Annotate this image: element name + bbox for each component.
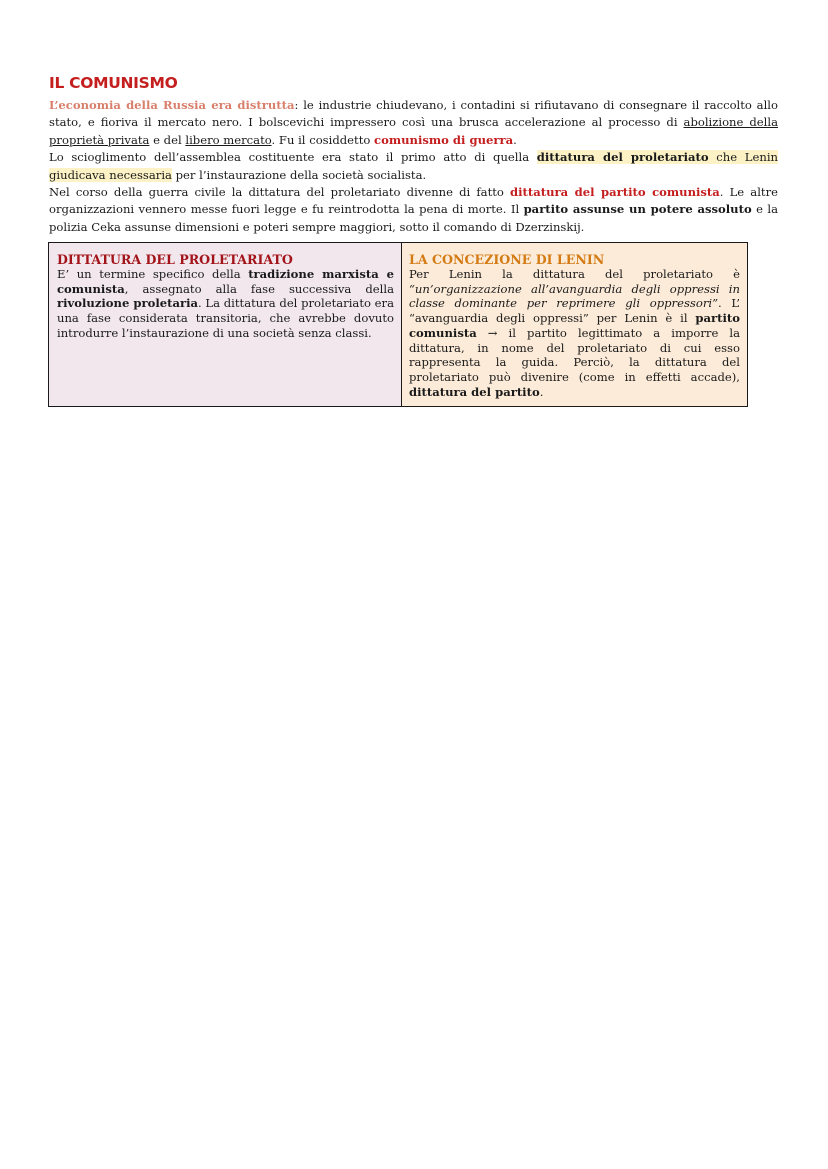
underlined-term-private-property: abolizione della proprietà privata: [49, 115, 778, 147]
text-run: . L’ “avanguardia degli oppressi” per Lenin è il: [409, 296, 740, 326]
text-run: .: [513, 132, 517, 147]
right-column-text: [409, 267, 740, 399]
paragraph-economy: [49, 97, 778, 149]
bold-term-dictatorship: dittatura del proletariato: [536, 150, 709, 165]
right-column: [402, 243, 747, 406]
text-run: Nel corso della guerra civile la dittatura del proletariato divenne di fatto: [49, 185, 511, 200]
intro-text: [49, 97, 778, 236]
text-run: che Lenin giudicava necessaria: [49, 150, 778, 182]
underlined-term-free-market: libero mercato: [185, 132, 272, 147]
left-column-heading: DITTATURA DEL PROLETARIATO: [57, 252, 293, 267]
page-title: IL COMUNISMO: [49, 74, 178, 92]
paragraph-assembly: [49, 149, 778, 184]
bold-term: dittatura del partito: [409, 384, 540, 399]
text-run: .: [539, 384, 544, 399]
text-run: : le industrie chiudevano, i contadini si rifiutavano di consegnare il raccolto allo stato, e fioriva il mercato nero. I bolscevichi impressero così una brusca accelerazione al processo di: [49, 98, 778, 130]
text-run: . Fu il cosiddetto: [271, 132, 375, 147]
bold-term-absolute-power: partito assunse un potere assoluto: [523, 202, 752, 217]
text-run: E’ un termine specifico della: [57, 267, 249, 281]
bold-term: partito comunista: [409, 311, 740, 340]
text-run: → il partito legittimato a imporre la dittatura, in nome del proletariato di cui esso rappresenta la guida. Perciò, la dittatura del proletariato può divenire (come in effetti accade),: [409, 325, 740, 384]
left-column: [49, 243, 402, 406]
bold-term: rivoluzione proletaria: [57, 296, 199, 311]
lead-phrase: L’economia della Russia era distrutta: [49, 98, 295, 112]
red-term-war-communism: comunismo di guerra: [374, 132, 514, 147]
text-run: Lo scioglimento dell’assemblea costituente era stato il primo atto di quella: [49, 150, 537, 165]
text-run: , assegnato alla fase successiva della: [124, 281, 394, 296]
text-run: e la polizia Ceka assunse dimensioni e poteri sempre maggiori, sotto il comando di Dzerzinskij.: [49, 202, 778, 234]
text-run: Per Lenin la dittatura del proletariato è: [409, 267, 740, 281]
bold-term: tradizione marxista e comunista: [57, 267, 395, 296]
text-run: . La dittatura del proletariato era una fase considerata transitoria, che avrebbe dovuto introdurre l’instaurazione di una società senza classi.: [57, 296, 395, 340]
red-term-party-dictatorship: dittatura del partito comunista: [510, 185, 720, 200]
paragraph-civil-war: [49, 184, 778, 236]
text-run: . Le altre organizzazioni vennero messe fuori legge e fu reintrodotta la pena di morte. Il: [49, 185, 778, 217]
right-column-heading: LA CONCEZIONE DI LENIN: [409, 252, 605, 267]
comparison-table: [48, 242, 748, 407]
text-run: per l’instaurazione della società socialista.: [171, 167, 427, 182]
text-run: e del: [149, 132, 186, 147]
left-column-text: [57, 267, 394, 341]
italic-quote: “un’organizzazione all’avanguardia degli oppressi in classe dominante per reprimere gli oppressori”: [409, 281, 740, 311]
